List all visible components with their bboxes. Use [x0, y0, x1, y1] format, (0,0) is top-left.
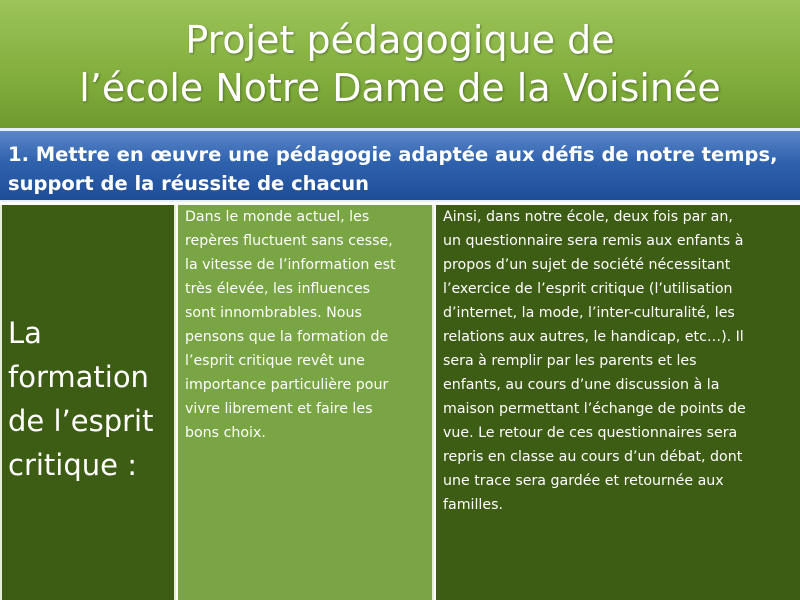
context-line: pensons que la formation de: [185, 329, 389, 345]
page-title: [79, 16, 721, 112]
title-banner: [0, 0, 800, 128]
context-line: sont innombrables. Nous: [185, 305, 362, 321]
title-line-1: Projet pédagogique de: [185, 18, 615, 62]
context-line: Dans le monde actuel, les: [185, 209, 370, 225]
theme-line: critique :: [8, 448, 137, 482]
context-cell: [178, 205, 434, 600]
section-heading-line-1: 1. Mettre en œuvre une pédagogie adaptée aux défis de notre temps,: [8, 143, 778, 166]
theme-line: de l’esprit: [8, 404, 154, 438]
section-heading-banner: [0, 128, 800, 202]
context-line: la vitesse de l’information est: [185, 257, 396, 273]
action-line: vue. Le retour de ces questionnaires sera: [443, 425, 738, 441]
theme-line: formation: [8, 360, 149, 394]
action-line: sera à remplir par les parents et les: [443, 353, 697, 369]
action-line: d’internet, la mode, l’inter-culturalité, les: [443, 305, 735, 321]
action-line: repris en classe au cours d’un débat, dont: [443, 449, 743, 465]
context-line: très élevée, les influences: [185, 281, 371, 297]
context-line: repères fluctuent sans cesse,: [185, 233, 393, 249]
section-heading-line-2: support de la réussite de chacun: [8, 172, 369, 195]
action-line: maison permettant l’échange de points de: [443, 401, 746, 417]
action-line: relations aux autres, le handicap, etc…). Il: [443, 329, 744, 345]
context-line: vivre librement et faire les: [185, 401, 373, 417]
theme-line: La: [8, 316, 42, 350]
action-line: Ainsi, dans notre école, deux fois par an,: [443, 209, 733, 225]
action-line: une trace sera gardée et retournée aux: [443, 473, 724, 489]
action-cell: [436, 205, 800, 600]
theme-cell: [0, 205, 176, 600]
title-line-2: l’école Notre Dame de la Voisinée: [79, 66, 721, 110]
action-line: propos d’un sujet de société nécessitant: [443, 257, 731, 273]
context-line: bons choix.: [185, 425, 266, 441]
context-line: importance particulière pour: [185, 377, 389, 393]
action-line: un questionnaire sera remis aux enfants à: [443, 233, 744, 249]
action-line: familles.: [443, 497, 503, 513]
action-line: l’exercice de l’esprit critique (l’utilisation: [443, 281, 733, 297]
action-line: enfants, au cours d’une discussion à la: [443, 377, 720, 393]
context-line: l’esprit critique revêt une: [185, 353, 365, 369]
